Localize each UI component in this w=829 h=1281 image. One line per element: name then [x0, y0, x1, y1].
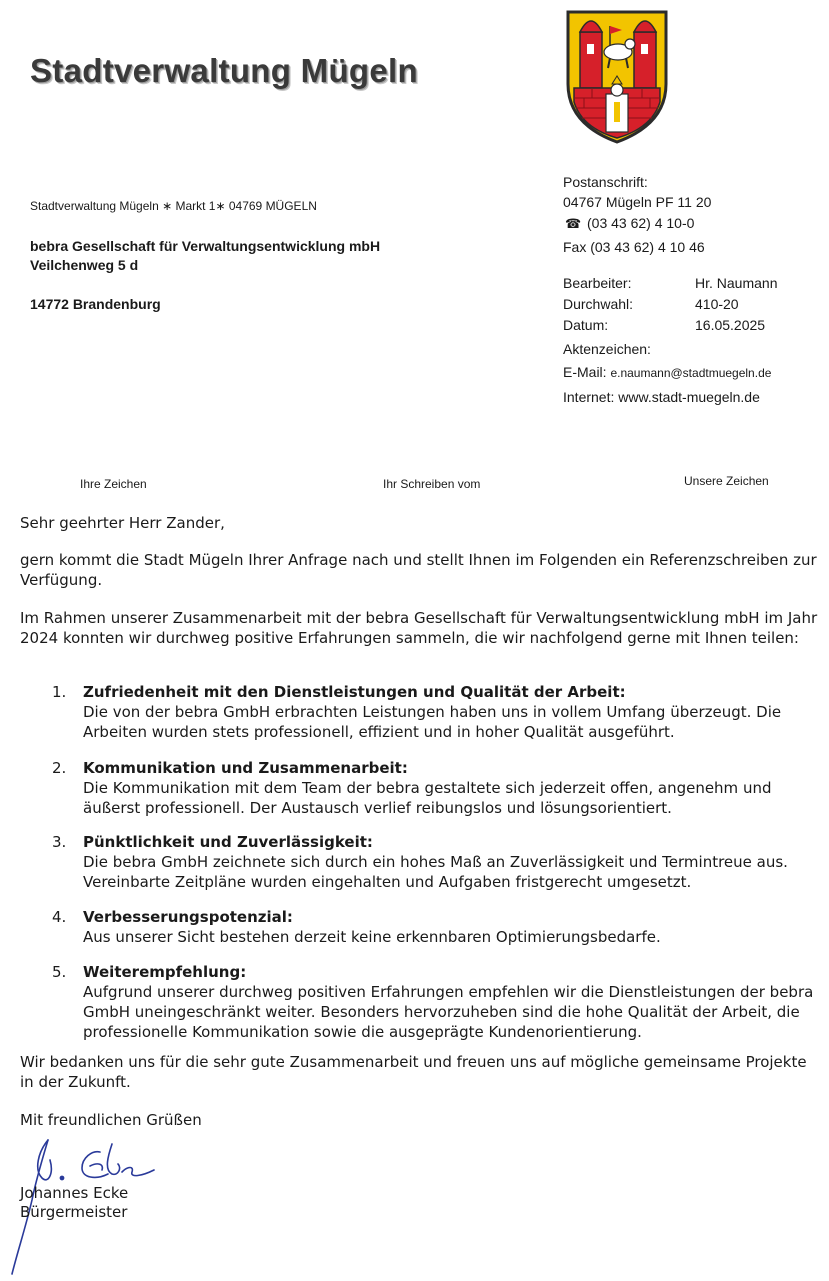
- context-paragraph: Im Rahmen unserer Zusammenarbeit mit der bebra Gesellschaft für Verwaltungsentwicklung mbH im Jahr 2024 konnten wir durchweg positive Erfahrungen sammeln, die wir nachfolgend gerne mit Ihnen teilen:: [20, 609, 818, 647]
- ref-your-sign: Ihre Zeichen: [80, 477, 147, 491]
- signer-title: Bürgermeister: [20, 1203, 128, 1221]
- phone-line: [563, 215, 694, 232]
- list-item-heading: Pünktlichkeit und Zuverlässigkeit:: [83, 833, 373, 851]
- clerk-label: Bearbeiter:: [563, 275, 632, 291]
- list-item-heading: Verbesserungspotenzial:: [83, 908, 293, 926]
- clerk-value: Hr. Naumann: [695, 275, 778, 291]
- recipient-city: 14772 Brandenburg: [30, 296, 161, 312]
- list-item: [52, 758, 822, 818]
- list-item: [52, 832, 822, 892]
- postal-label: Postanschrift:: [563, 174, 648, 190]
- list-item-number: 1.: [52, 683, 67, 701]
- closing-paragraph: Wir bedanken uns für die sehr gute Zusammenarbeit und freuen uns auf mögliche gemeinsame Projekte in der Zukunft.: [20, 1053, 807, 1091]
- website: Internet: www.stadt-muegeln.de: [563, 389, 760, 405]
- list-item-text: Die von der bebra GmbH erbrachten Leistungen haben uns in vollem Umfang überzeugt. Die Arbeiten wurden stets professionell, effizient und in hoher Qualität ausgeführt.: [83, 703, 782, 741]
- page-title: Stadtverwaltung Mügeln: [30, 52, 418, 89]
- list-item-heading: Kommunikation und Zusammenarbeit:: [83, 759, 408, 777]
- recipient-name: bebra Gesellschaft für Verwaltungsentwicklung mbH: [30, 238, 381, 254]
- fax-number: Fax (03 43 62) 4 10 46: [563, 239, 705, 255]
- greeting: Mit freundlichen Grüßen: [20, 1111, 202, 1129]
- list-item-heading: Weiterempfehlung:: [83, 963, 247, 981]
- telephone-icon: ☎: [565, 216, 582, 231]
- intro-paragraph: gern kommt die Stadt Mügeln Ihrer Anfrage nach und stellt Ihnen im Folgenden ein Referenzschreiben zur Verfügung.: [20, 551, 817, 589]
- ref-your-letter-date: Ihr Schreiben vom: [383, 477, 481, 491]
- email-line: [563, 364, 771, 380]
- list-item-number: 3.: [52, 833, 67, 851]
- list-item: [52, 962, 822, 1042]
- extension-label: Durchwahl:: [563, 296, 634, 312]
- list-item-number: 4.: [52, 908, 67, 926]
- signer-name: Johannes Ecke: [20, 1184, 129, 1202]
- date-label: Datum:: [563, 317, 609, 333]
- list-item-number: 5.: [52, 963, 67, 981]
- list-item-text: Aus unserer Sicht bestehen derzeit keine erkennbaren Optimierungsbedarfe.: [83, 928, 661, 946]
- list-item-number: 2.: [52, 759, 67, 777]
- date-value: 16.05.2025: [695, 317, 766, 333]
- salutation: Sehr geehrter Herr Zander,: [20, 514, 225, 532]
- list-item: [52, 907, 822, 947]
- list-item-heading: Zufriedenheit mit den Dienstleistungen und Qualität der Arbeit:: [83, 683, 626, 701]
- phone-number: (03 43 62) 4 10-0: [587, 215, 695, 231]
- email-address[interactable]: e.naumann@stadtmuegeln.de: [610, 366, 772, 380]
- list-item-text: Die Kommunikation mit dem Team der bebra gestaltete sich jederzeit offen, angenehm und äußerst professionell. Der Austausch verlief reibungslos und lösungsorientiert.: [83, 779, 772, 817]
- file-reference-label: Aktenzeichen:: [563, 341, 651, 357]
- ref-our-sign: Unsere Zeichen: [684, 474, 769, 488]
- postal-address: 04767 Mügeln PF 11 20: [563, 194, 712, 210]
- email-label: E-Mail:: [563, 364, 607, 380]
- list-item: [52, 682, 822, 742]
- return-address: Stadtverwaltung Mügeln ∗ Markt 1∗ 04769 MÜGELN: [30, 199, 317, 213]
- list-item-text: Die bebra GmbH zeichnete sich durch ein hohes Maß an Zuverlässigkeit und Termintreue aus. Vereinbarte Zeitpläne wurden eingehalten und Aufgaben fristgerecht umgesetzt.: [83, 853, 788, 891]
- coat-of-arms-icon: [562, 6, 672, 146]
- list-item-text: Aufgrund unserer durchweg positiven Erfahrungen empfehlen wir die Dienstleistungen der bebra GmbH uneingeschränkt weiter. Besonders hervorzuheben sind die hohe Qualität der Arbeit, die professionelle Kommunikation sowie die ausgeprägte Kundenorientierung.: [83, 983, 814, 1041]
- recipient-street: Veilchenweg 5 d: [30, 257, 139, 273]
- extension-value: 410-20: [695, 296, 739, 312]
